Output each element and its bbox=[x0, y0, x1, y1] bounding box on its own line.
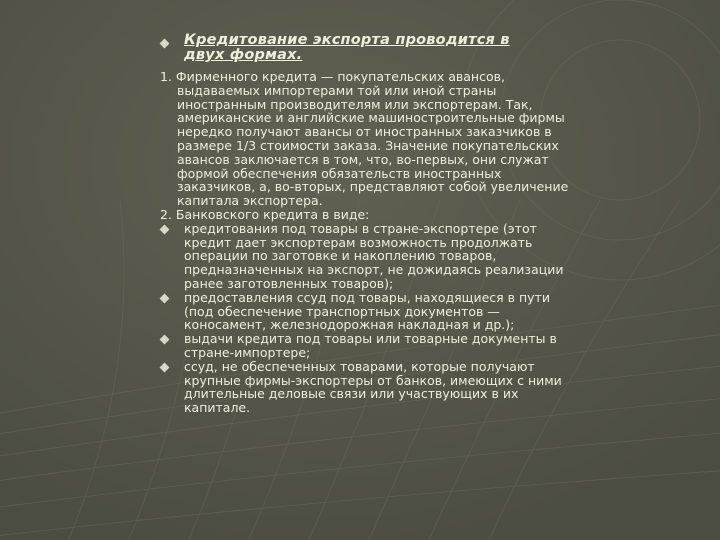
sub-item-text: кредитования под товары в стране-экспортере (этот кредит дает экспортерам возможность продолжать операции по заготовке и накоплению товаров, предназначенных на экспорт, не дожидаясь реализации ранее заготовленных товаров); bbox=[184, 220, 564, 291]
item-number: 2. bbox=[160, 206, 172, 222]
diamond-bullet-icon bbox=[160, 362, 170, 372]
slide-title: Кредитование экспорта проводится в двух формах. bbox=[184, 32, 510, 63]
sub-list-item bbox=[160, 222, 580, 291]
sub-item-text: ссуд, не обеспеченных товарами, которые получают крупные фирмы-экспортеры от банков, имеющих с ними длительные деловые связи или участвующих в их капитале. bbox=[184, 358, 562, 416]
sub-item-text: выдачи кредита под товары или товарные документы в стране-импортере; bbox=[184, 331, 557, 360]
sub-list-item bbox=[160, 291, 580, 332]
item-text: Фирменного кредита — покупательских авансов, выдаваемых импортерами той или иной страны иностранным производителям или экспортерам. Так, американские и английские машиностроительные фирмы нередко получают авансы от иностранных заказчиков в размере 1/3 стоимости заказа. Значение покупательских авансов заключается в том, что, во-первых, они служат формой обеспечения обязательств иностранных заказчиков, а, во-вторых, представляют собой увеличение капитала экспортера. bbox=[175, 69, 569, 209]
diamond-bullet-icon bbox=[160, 335, 170, 345]
list-item-1 bbox=[160, 70, 580, 208]
diamond-bullet-icon bbox=[160, 224, 170, 234]
diamond-bullet-icon bbox=[160, 293, 170, 303]
list-item-2 bbox=[160, 208, 580, 222]
sub-item-text: предоставления ссуд под товары, находящиеся в пути (под обеспечение транспортных документов — коносамент, железнодорожная накладная и др.); bbox=[184, 289, 550, 333]
sub-list-item bbox=[160, 332, 580, 360]
sub-list-item bbox=[160, 360, 580, 415]
diamond-bullet-icon bbox=[160, 39, 170, 49]
item-number: 1. bbox=[160, 69, 172, 84]
item-text: Банковского кредита в виде: bbox=[175, 206, 370, 222]
slide-body bbox=[160, 70, 580, 415]
